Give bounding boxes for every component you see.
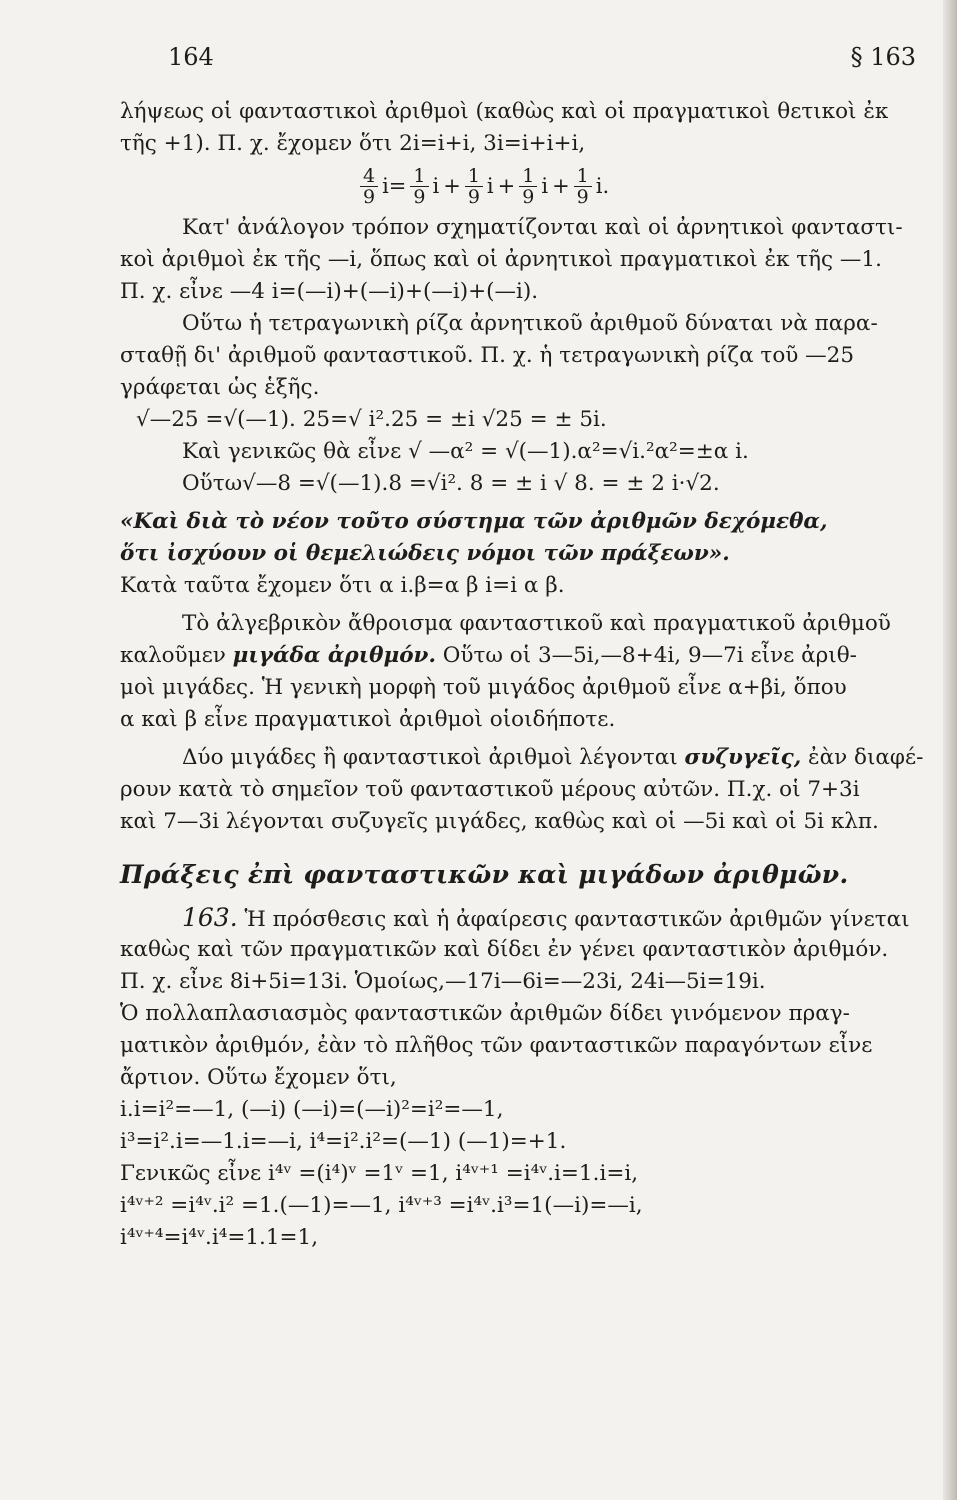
text-line: γράφεται ὡς ἑξῆς.	[120, 375, 320, 400]
fraction: $\frac{1}{9}$	[465, 166, 483, 207]
text-line: 163. Ἡ πρόσθεσις καὶ ἡ ἀφαίρεσις φανταστικῶν ἀριθμῶν γίνεται	[182, 903, 910, 932]
text-line: ρουν κατὰ τὸ σημεῖον τοῦ φανταστικοῦ μέρους αὐτῶν. Π.χ. οἱ 7+3i	[120, 777, 860, 802]
equation-line: i⁴ᵛ⁺⁴=i⁴ᵛ.i⁴=1.1=1,	[120, 1225, 319, 1250]
text-line: καὶ 7—3i λέγονται συζυγεῖς μιγάδες, καθὼς καὶ οἱ —5i καὶ οἱ 5i κλπ.	[120, 809, 879, 834]
text-line: κοὶ ἀριθμοὶ ἐκ τῆς —i, ὅπως καὶ οἱ ἀρνητικοὶ πραγματικοὶ ἐκ τῆς —1.	[120, 247, 882, 272]
term-emphasis: μιγάδα ἀριθμόν.	[232, 643, 436, 668]
equation-line: Γενικῶς εἶνε i⁴ᵛ =(i⁴)ᵛ =1ᵛ =1, i⁴ᵛ⁺¹ =i⁴ᵛ.i=1.i=i,	[120, 1161, 639, 1186]
text-line: λήψεως οἱ φανταστικοὶ ἀριθμοὶ (καθὼς καὶ οἱ πραγματικοὶ θετικοὶ ἐκ	[120, 99, 889, 124]
fraction-equation: $\frac{4}{9}$ i= $\frac{1}{9}$ i + $\frac{1}{9}$ i + $\frac{1}{9}$ i + $\frac{1}{9}$ i.	[120, 160, 935, 212]
text-line: Τὸ ἀλγεβρικὸν ἄθροισμα φανταστικοῦ καὶ πραγματικοῦ ἀριθμοῦ	[182, 611, 891, 636]
fraction: $\frac{1}{9}$	[574, 166, 592, 207]
text-line: Π. χ. εἶνε —4 i=(—i)+(—i)+(—i)+(—i).	[120, 279, 539, 304]
text-line: τῆς +1). Π. χ. ἔχομεν ὅτι 2i=i+i, 3i=i+i+i,	[120, 131, 586, 156]
text-line: καθὼς καὶ τῶν πραγματικῶν καὶ δίδει ἐν γένει φανταστικὸν ἀριθμόν.	[120, 937, 889, 962]
section-heading: Πράξεις ἐπὶ φανταστικῶν καὶ μιγάδων ἀριθμῶν.	[120, 860, 849, 889]
text-line: καλοῦμεν μιγάδα ἀριθμόν. Οὕτω οἱ 3—5i,—8+4i, 9—7i εἶνε ἀριθ-	[120, 643, 857, 668]
fraction: $\frac{1}{9}$	[519, 166, 537, 207]
page-body	[120, 96, 935, 1254]
text-line: Ὁ πολλαπλασιασμὸς φανταστικῶν ἀριθμῶν δίδει γινόμενον πραγ-	[120, 1001, 850, 1026]
quote-line: «Καὶ διὰ τὸ νέον τοῦτο σύστημα τῶν ἀριθμῶν δεχόμεθα,	[120, 509, 828, 534]
text-line: Κατ' ἀνάλογον τρόπον σχηματίζονται καὶ οἱ ἀρνητικοὶ φανταστι-	[182, 215, 903, 240]
page-number: 164	[168, 43, 214, 71]
term-emphasis: συζυγεῖς,	[684, 745, 802, 770]
text-line: σταθῇ δι' ἀριθμοῦ φανταστικοῦ. Π. χ. ἡ τετραγωνικὴ ρίζα τοῦ —25	[120, 343, 855, 368]
text-line: μοὶ μιγάδες. Ἡ γενικὴ μορφὴ τοῦ μιγάδος ἀριθμοῦ εἶνε α+βi, ὅπου	[120, 675, 847, 700]
text-line: ἄρτιον. Οὕτω ἔχομεν ὅτι,	[120, 1065, 397, 1090]
equation-line: i³=i².i=—1.i=—i, i⁴=i².i²=(—1) (—1)=+1.	[120, 1129, 567, 1154]
text-line: α καὶ β εἶνε πραγματικοὶ ἀριθμοὶ οἱοιδήποτε.	[120, 707, 616, 732]
text-line: Δύο μιγάδες ἢ φανταστικοὶ ἀριθμοὶ λέγονται συζυγεῖς, ἐὰν διαφέ-	[182, 745, 924, 770]
quote-line: ὅτι ἰσχύουν οἱ θεμελιώδεις νόμοι τῶν πράξεων».	[120, 541, 730, 566]
page-edge	[943, 0, 957, 1500]
equation-line: √—25 =√(—1). 25=√ i².25 = ±i √25 = ± 5i.	[136, 407, 607, 432]
section-number: 163.	[182, 903, 238, 932]
equation-line: i.i=i²=—1, (—i) (—i)=(—i)²=i²=—1,	[120, 1097, 504, 1122]
text-line: Οὕτω ἡ τετραγωνικὴ ρίζα ἀρνητικοῦ ἀριθμοῦ δύναται νὰ παρα-	[182, 311, 878, 336]
fraction: $\frac{1}{9}$	[410, 166, 428, 207]
equation-line: i⁴ᵛ⁺² =i⁴ᵛ.i² =1.(—1)=—1, i⁴ᵛ⁺³ =i⁴ᵛ.i³=1(—i)=—i,	[120, 1193, 643, 1218]
text-line: ματικὸν ἀριθμόν, ἐὰν τὸ πλῆθος τῶν φανταστικῶν παραγόντων εἶνε	[120, 1033, 873, 1058]
equation-line: Οὕτω√—8 =√(—1).8 =√i². 8 = ± i √ 8. = ± 2 i·√2.	[182, 471, 720, 496]
text-line: Κατὰ ταῦτα ἔχομεν ὅτι α i.β=α β i=i α β.	[120, 573, 565, 598]
fraction: $\frac{4}{9}$	[360, 166, 378, 207]
text-line: Π. χ. εἶνε 8i+5i=13i. Ὁμοίως,—17i—6i=—23i, 24i—5i=19i.	[120, 969, 766, 994]
text-line: Καὶ γενικῶς θὰ εἶνε √ —α² = √(—1).α²=√i.²α²=±α i.	[182, 439, 749, 464]
section-reference: § 163	[850, 43, 916, 71]
